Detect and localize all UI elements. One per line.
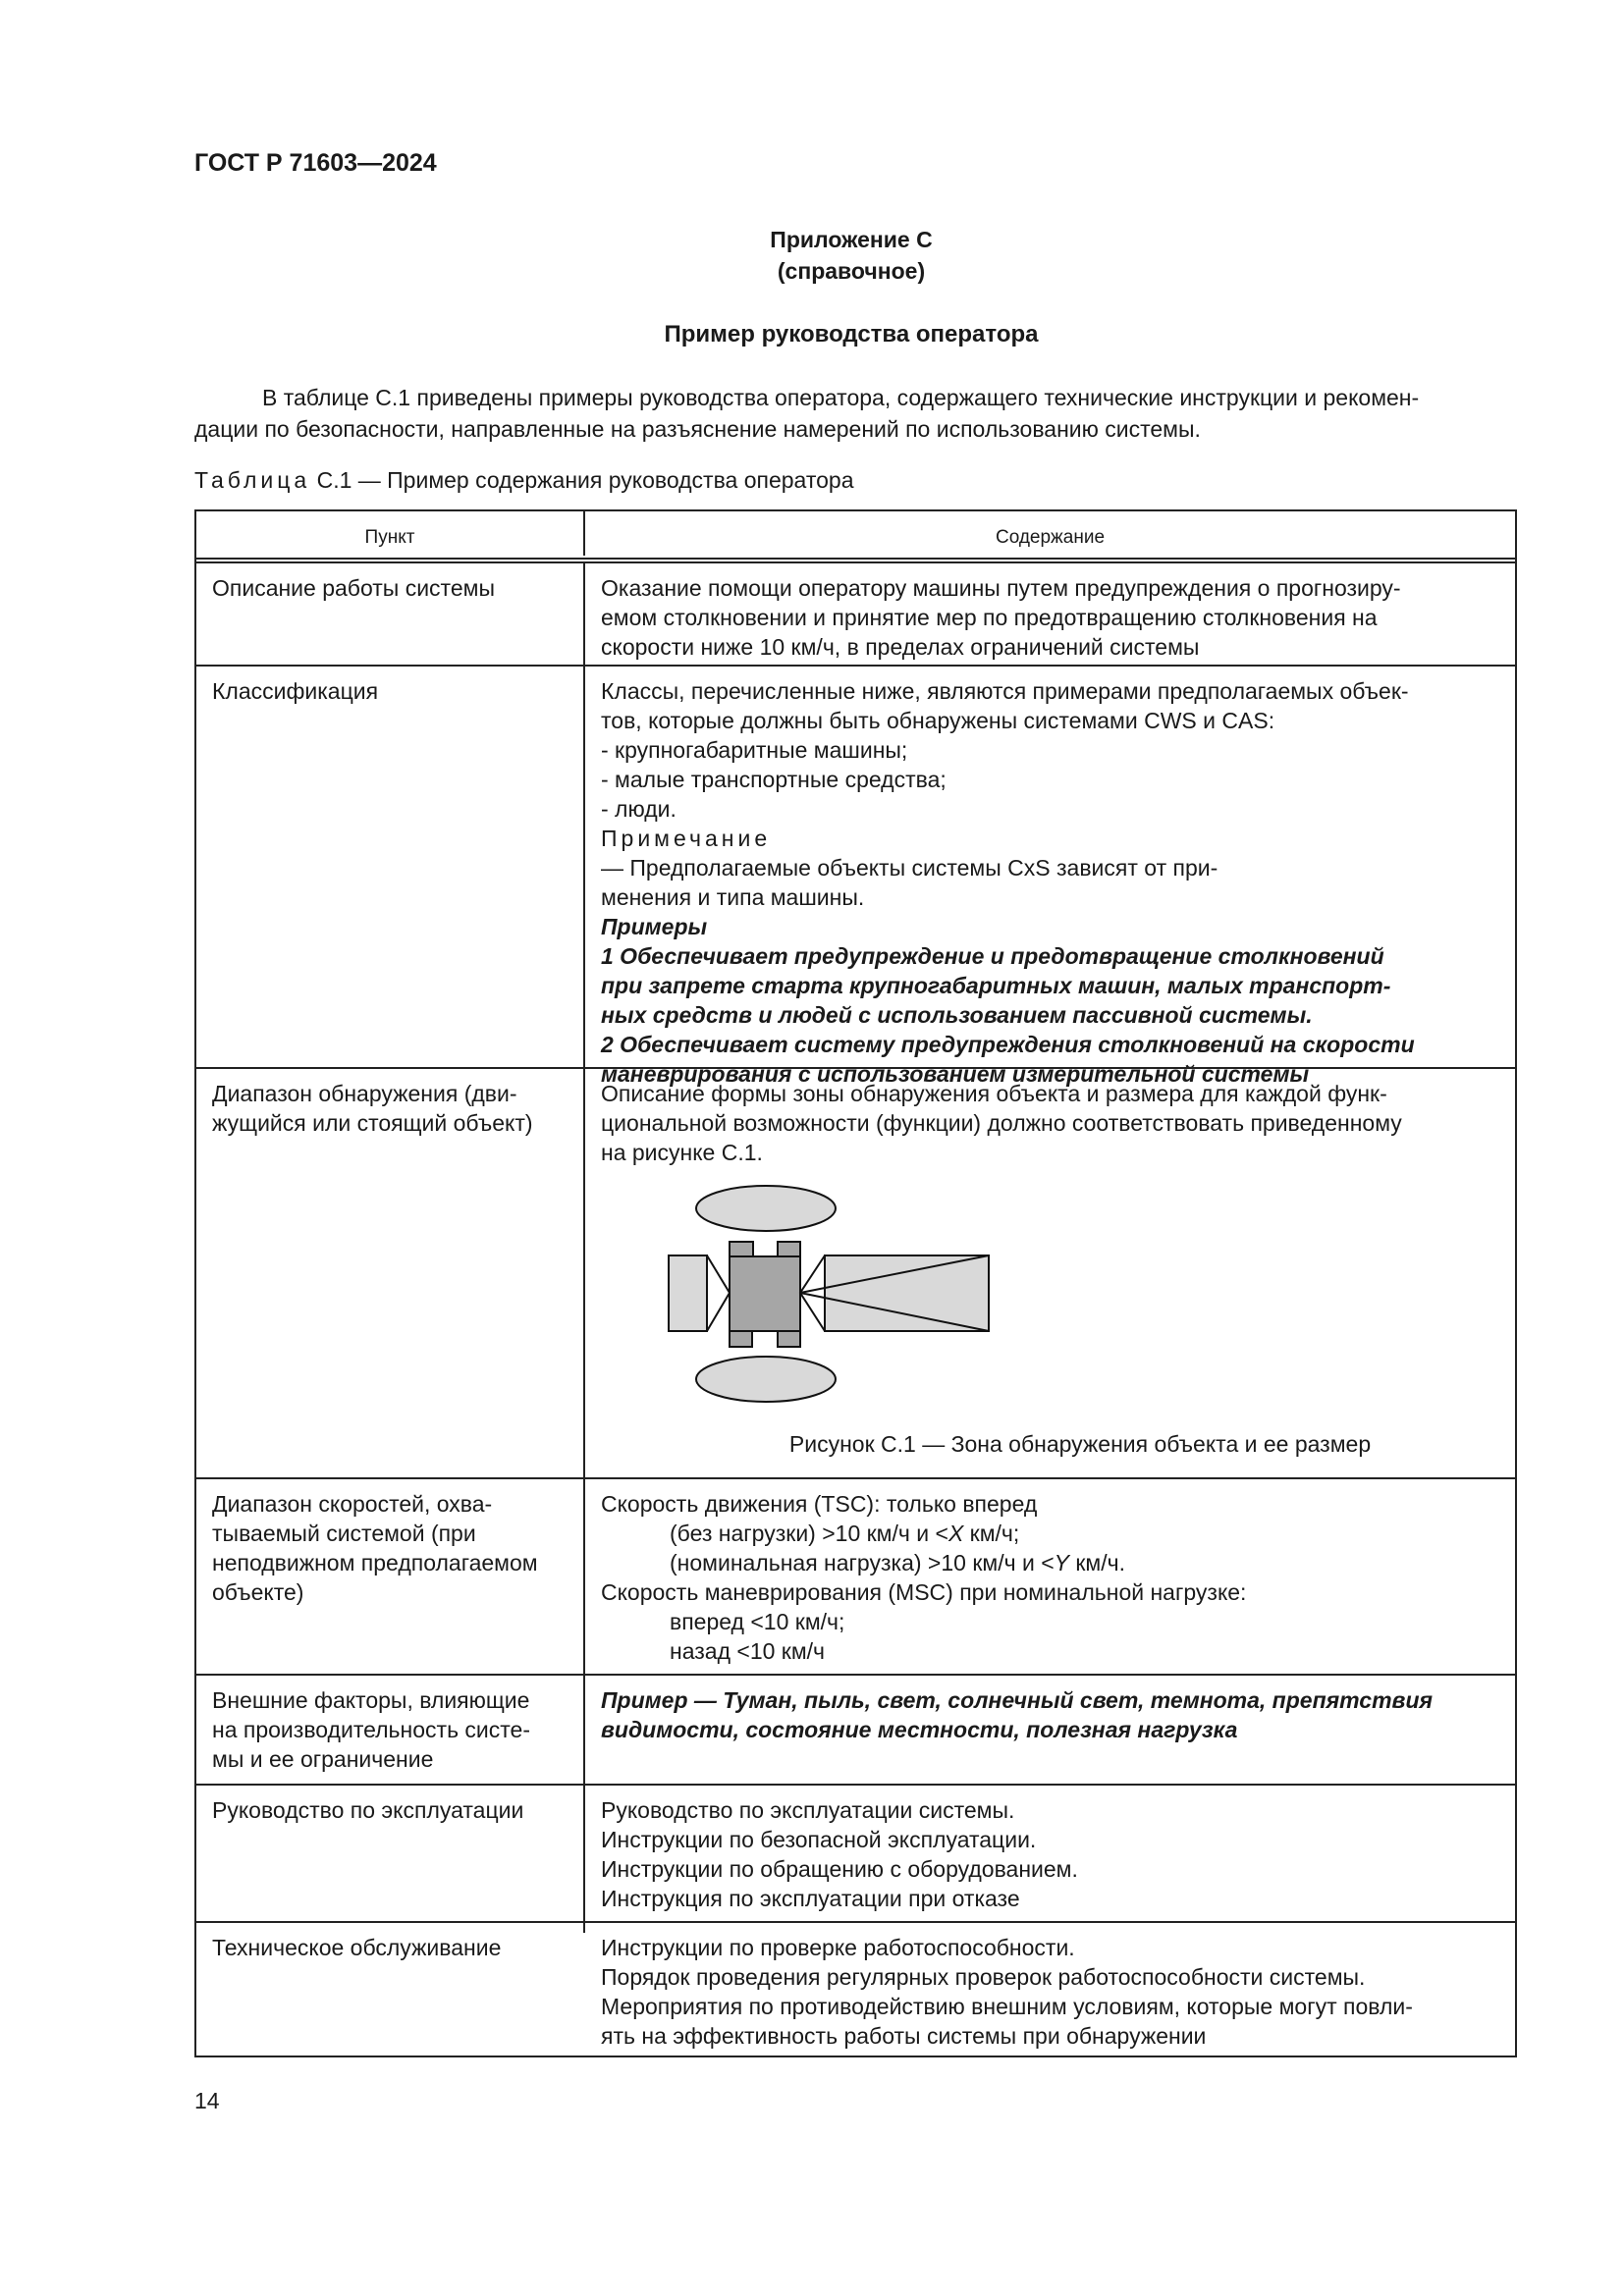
front-zone	[825, 1255, 989, 1331]
content-line: маневрирования с использованием измерительной системы	[601, 1061, 1310, 1087]
wheel-front-right	[778, 1242, 800, 1256]
content-line: ять на эффективность работы системы при обнаружении	[601, 2023, 1207, 2049]
rear-zone	[669, 1255, 707, 1331]
content-line: Порядок проведения регулярных проверок работоспособности системы.	[601, 1964, 1366, 1990]
machine-body	[730, 1256, 800, 1331]
content-line: Инструкции по проверке работоспособности.	[601, 1935, 1075, 1960]
side-zone-bottom	[696, 1357, 836, 1402]
content-line: Скорость движения (TSC): только вперед	[601, 1491, 1038, 1517]
content-line: менения и типа машины.	[601, 884, 865, 910]
content-line: вперед <10 км/ч;	[670, 1609, 845, 1634]
content-line: Описание формы зоны обнаружения объекта и размера для каждой функ-	[601, 1081, 1387, 1106]
item-line: Диапазон скоростей, охва-	[212, 1491, 493, 1517]
content-line: Примеры	[601, 914, 708, 939]
content-line: скорости ниже 10 км/ч, в пределах ограничений системы	[601, 634, 1200, 660]
content-line: Оказание помощи оператору машины путем предупреждения о прогнозиру-	[601, 575, 1401, 601]
appendix-title: Приложение С	[770, 227, 933, 252]
item-line: Диапазон обнаружения (дви-	[212, 1081, 517, 1106]
content-line: при запрете старта крупногабаритных машин, малых транспорт-	[601, 973, 1391, 998]
intro-line-1: В таблице С.1 приведены примеры руководства оператора, содержащего технические инструкции и рекомен-	[262, 385, 1420, 410]
content-line: на рисунке С.1.	[601, 1140, 763, 1165]
item-line: Руководство по эксплуатации	[212, 1797, 524, 1823]
content-line: Пример — Туман, пыль, свет, солнечный свет, темнота, препятствия	[601, 1687, 1434, 1713]
item-line: Внешние факторы, влияющие	[212, 1687, 530, 1713]
content-line: емом столкновении и принятие мер по предотвращению столкновения на	[601, 605, 1378, 630]
content-line: Инструкция по эксплуатации при отказе	[601, 1886, 1020, 1911]
content-line: - люди.	[601, 796, 677, 822]
content-line: Скорость маневрирования (MSC) при номинальной нагрузке:	[601, 1579, 1247, 1605]
content-line: ных средств и людей с использованием пассивной системы.	[601, 1002, 1313, 1028]
page-number: 14	[194, 2088, 220, 2113]
note-label: Примечание	[601, 826, 772, 851]
document-id: ГОСТ Р 71603—2024	[194, 149, 437, 177]
content-line: (без нагрузки) >10 км/ч и <X км/ч;	[670, 1521, 1020, 1546]
note-text: — Предполагаемые объекты системы CxS зависят от при-	[601, 855, 1218, 881]
item-line: жущийся или стоящий объект)	[212, 1110, 533, 1136]
content-line: Инструкции по безопасной эксплуатации.	[601, 1827, 1037, 1852]
header-item: Пункт	[196, 511, 585, 556]
header-content: Содержание	[995, 527, 1106, 548]
content-line: назад <10 км/ч	[670, 1638, 826, 1664]
content-line: 1 Обеспечивает предупреждение и предотвращение столкновений	[601, 943, 1384, 969]
content-line: Руководство по эксплуатации системы.	[601, 1797, 1015, 1823]
content-line: - малые транспортные средства;	[601, 767, 947, 792]
content-line: (номинальная нагрузка) >10 км/ч и <Y км/ч.	[670, 1550, 1126, 1575]
item-line: мы и ее ограничение	[212, 1746, 434, 1772]
item-line: Техническое обслуживание	[212, 1935, 502, 1960]
item-line: Классификация	[212, 678, 379, 704]
item-line: неподвижном предполагаемом	[212, 1550, 538, 1575]
item-line: тываемый системой (при	[212, 1521, 476, 1546]
item-line: Описание работы системы	[212, 575, 495, 601]
rear-sensor-cone	[707, 1255, 730, 1331]
figure-caption: Рисунок С.1 — Зона обнаружения объекта и ее размер	[788, 1431, 1372, 1457]
wheel-rear-left	[730, 1331, 752, 1347]
content-line: видимости, состояние местности, полезная нагрузка	[601, 1717, 1238, 1742]
wheel-front-left	[730, 1242, 753, 1256]
appendix-subtitle: (справочное)	[777, 258, 926, 284]
content-line: тов, которые должны быть обнаружены системами CWS и CAS:	[601, 708, 1275, 733]
item-line: на производительность систе-	[212, 1717, 531, 1742]
intro-line-2: дации по безопасности, направленные на разъяснение намерений по использованию системы.	[194, 416, 1201, 442]
item-line: объекте)	[212, 1579, 304, 1605]
table-caption-text: С.1 — Пример содержания руководства оператора	[310, 467, 854, 493]
wheel-rear-right	[778, 1331, 800, 1347]
content-line: 2 Обеспечивает систему предупреждения столкновений на скорости	[601, 1032, 1415, 1057]
content-line: - крупногабаритные машины;	[601, 737, 908, 763]
content-line: Классы, перечисленные ниже, являются примерами предполагаемых объек-	[601, 678, 1409, 704]
content-line: Инструкции по обращению с оборудованием.	[601, 1856, 1078, 1882]
appendix-heading: Пример руководства оператора	[664, 321, 1039, 347]
side-zone-top	[696, 1186, 836, 1231]
content-line: циональной возможности (функции) должно соответствовать приведенному	[601, 1110, 1402, 1136]
table-caption-label: Таблица	[194, 467, 311, 493]
content-line: Мероприятия по противодействию внешним условиям, которые могут повли-	[601, 1994, 1413, 2019]
